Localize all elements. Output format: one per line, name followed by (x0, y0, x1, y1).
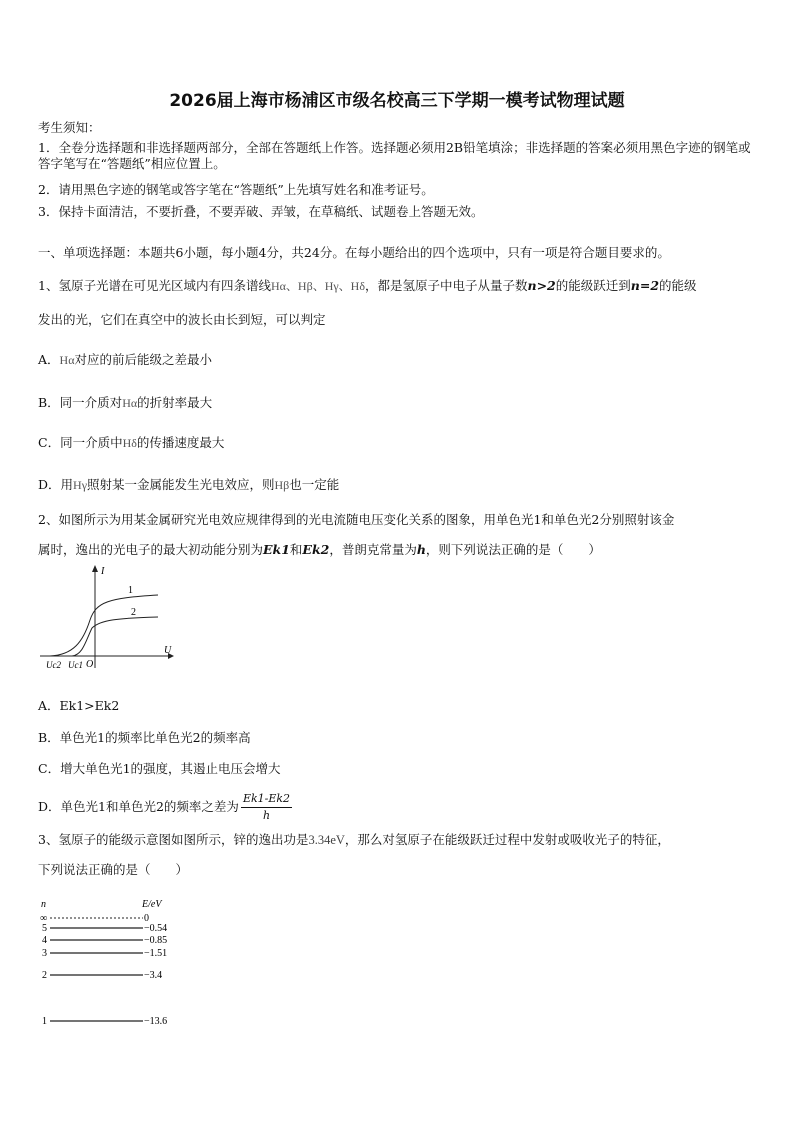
q2-option-a: A．Ek1>Ek2 (38, 698, 120, 713)
level-n-1: 1 (42, 1016, 47, 1027)
frequency-difference-fraction: $\frac{Ek1-Ek2}{h}$ (242, 792, 291, 822)
spectral-lines-symbol: Hα、Hβ、Hγ、Hδ (270, 279, 365, 293)
notice-heading: 考生须知： (38, 120, 101, 135)
n-header: n (41, 899, 46, 910)
uc2-label: Uc2 (46, 660, 61, 670)
level-n-inf: ∞ (40, 913, 48, 924)
level-e-4: −0.85 (144, 935, 168, 946)
q2-option-c: C．增大单色光1的强度，其遏止电压会增大 (38, 761, 281, 776)
q1-option-b: B．同一介质对Hα的折射率最大 (38, 395, 213, 410)
q3-stem-line2: 下列说法正确的是（ ） (38, 862, 189, 877)
q3-stem-line1: 3、氢原子的能级示意图如图所示，锌的逸出功是3.34eV，那么对氢原子在能级跃迁过程中发射或吸收光子的特征， (38, 832, 670, 847)
level-e-5: −0.54 (144, 923, 168, 934)
curve-2-label: 2 (131, 607, 136, 618)
curve-2 (72, 617, 158, 656)
origin-label: O (86, 659, 94, 670)
q1-option-c: C．同一介质中Hδ的传播速度最大 (38, 435, 225, 450)
q1-option-d: D．用Hγ照射某一金属能发生光电效应，则Hβ也一定能 (38, 477, 340, 492)
level-n-2: 2 (42, 970, 47, 981)
level-e-3: −1.51 (144, 948, 168, 959)
uc1-label: Uc1 (68, 660, 83, 670)
level-n-3: 3 (42, 948, 47, 959)
notice-item-2: 2．请用黑色字迹的钢笔或答字笔在“答题纸”上先填写姓名和准考证号。 (38, 182, 434, 197)
i-axis-arrow (92, 565, 98, 572)
level-n-4: 4 (42, 935, 47, 946)
q2-option-d: D．单色光1和单色光2的频率之差为 $\frac{Ek1-Ek2}{h}$ (38, 792, 291, 822)
level-e-2: −3.4 (144, 970, 163, 981)
q1-option-a: A．Hα对应的前后能级之差最小 (38, 352, 212, 367)
hydrogen-energy-level-diagram (38, 895, 198, 1030)
curve-1 (50, 595, 158, 656)
q1-stem-line2: 发出的光，它们在真空中的波长由长到短，可以判定 (38, 312, 326, 327)
q1-stem-line1: 1、氢原子光谱在可见光区域内有四条谱线Hα、Hβ、Hγ、Hδ，都是氢原子中电子从量子数n>2的能级跃迁到n=2的能级 (38, 278, 697, 293)
q2-stem-line2: 属时，逸出的光电子的最大初动能分别为Ek1和Ek2，普朗克常量为h，则下列说法正确的是（ ） (38, 542, 601, 557)
section-heading: 一、单项选择题：本题共6小题，每小题4分，共24分。在每小题给出的四个选项中，只有一项是符合题目要求的。 (38, 245, 670, 260)
notice-item-1: 1．全卷分选择题和非选择题两部分，全部在答题纸上作答。选择题必须用2B铅笔填涂；非选择题的答案必须用黑色字迹的钢笔或答字笔写在“答题纸”相应位置上。 (38, 140, 751, 171)
q2-option-b: B．单色光1的频率比单色光2的频率高 (38, 730, 251, 745)
photoelectric-iu-graph (38, 560, 178, 675)
level-n-5: 5 (42, 923, 47, 934)
level-e-1: −13.6 (144, 1016, 168, 1027)
i-axis-label: I (101, 566, 105, 577)
e-header: E/eV (142, 899, 162, 910)
u-axis-label: U (164, 645, 172, 656)
notice-item-3: 3．保持卡面清洁，不要折叠，不要弄破、弄皱，在草稿纸、试题卷上答题无效。 (38, 204, 484, 219)
curve-1-label: 1 (128, 585, 133, 596)
level-e-inf: 0 (144, 913, 149, 924)
page-title: 2026届上海市杨浦区市级名校高三下学期一模考试物理试题 (169, 91, 625, 111)
q2-stem-line1: 2、如图所示为用某金属研究光电效应规律得到的光电流随电压变化关系的图象，用单色光1和单色光2分别照射该金 (38, 512, 675, 527)
